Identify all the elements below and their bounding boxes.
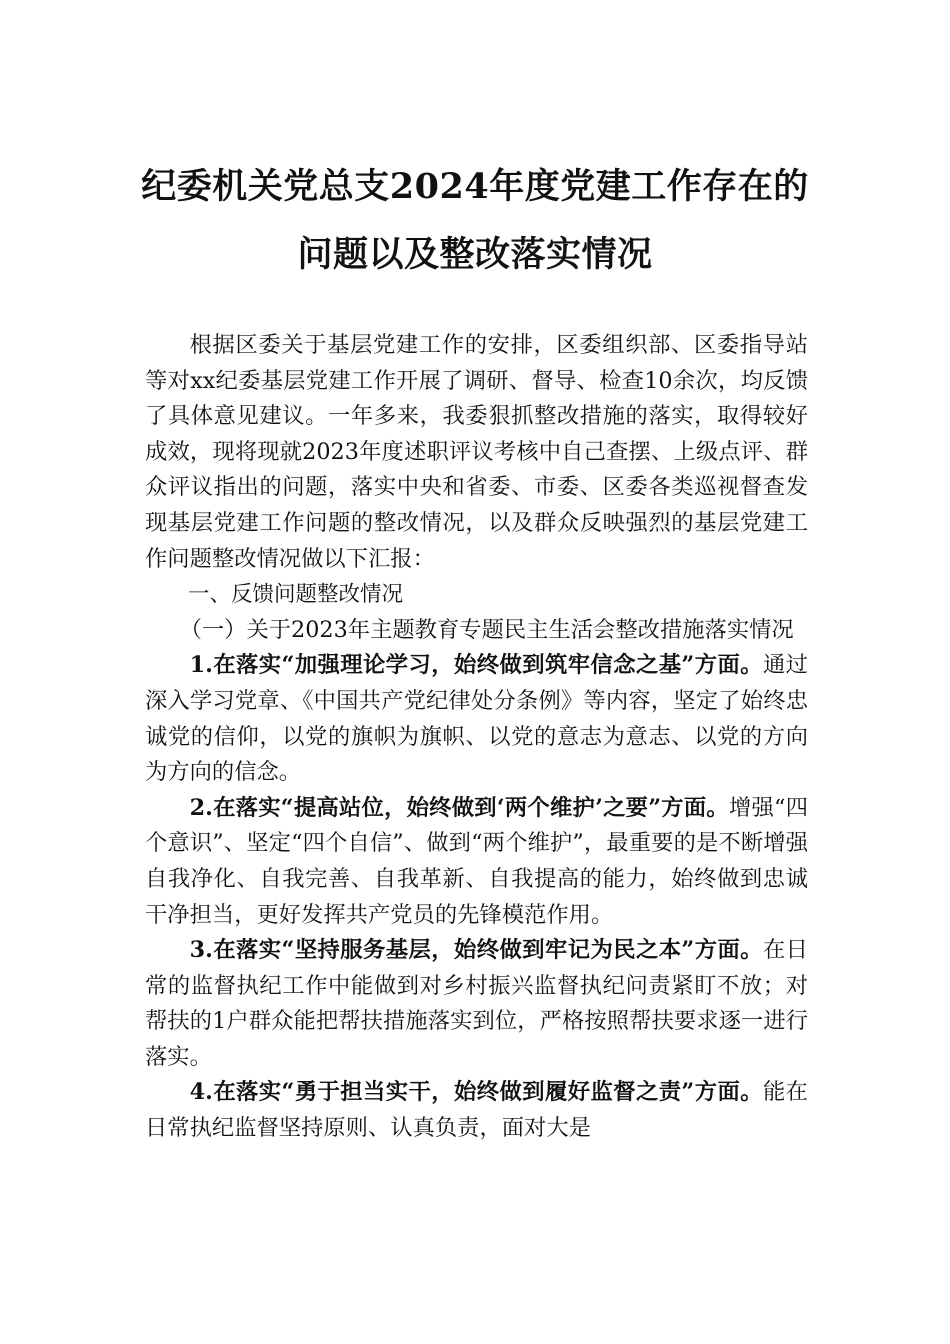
subsection-heading-text: （一）关于2023年主题教育专题民主生活会整改措施落实情况 — [179, 616, 794, 643]
document-title-line-1: 纪委机关党总支2024年度党建工作存在的 — [141, 166, 809, 207]
subsection-heading-1 — [145, 613, 808, 649]
item-heading-3: 3.在落实“坚持服务基层，始终做到牢记为民之本”方面。 — [189, 937, 763, 964]
item-text-2: 增强“四个意识”、坚定“四个自信”、做到“两个维护”，最重要的是不断增强自我净化、自我完善、自我革新、自我提高的能力，始终做到忠诚干净担当，更好发挥共产党员的先锋模范作用。 — [145, 794, 808, 928]
document-title-line-2: 问题以及整改落实情况 — [297, 234, 653, 275]
item-paragraph-1 — [145, 648, 808, 790]
item-text-4: 能在日常执纪监督坚持原则、认真负责，面对大是 — [145, 1079, 808, 1142]
section-heading-1: 一、反馈问题整改情况 — [188, 582, 404, 608]
item-heading-2: 2.在落实“提高站位，始终做到‘两个维护’之要”方面。 — [189, 794, 729, 821]
item-heading-4: 4.在落实“勇于担当实干，始终做到履好监督之责”方面。 — [189, 1079, 763, 1106]
item-text-3: 在日常的监督执纪工作中能做到对乡村振兴监督执纪问责紧盯不放；对帮扶的1户群众能把帮扶措施落实到位，严格按照帮扶要求逐一进行落实。 — [145, 937, 808, 1070]
item-paragraph-4 — [145, 1075, 808, 1146]
item-paragraph-3 — [145, 933, 808, 1075]
document-body — [145, 328, 808, 1147]
item-text-1: 通过深入学习党章、《中国共产党纪律处分条例》等内容，坚定了始终忠诚党的信仰，以党的旗帜为旗帜、以党的意志为意志、以党的方向为方向的信念。 — [145, 652, 808, 786]
item-paragraph-2 — [145, 791, 808, 933]
intro-paragraph: 根据区委关于基层党建工作的安排，区委组织部、区委指导站等对xx纪委基层党建工作开展了调研、督导、检查10余次，均反馈了具体意见建议。一年多来，我委狠抓整改措施的落实，取得较好成效，现将现就2023年度述职评议考核中自己查摆、上级点评、群众评议指出的问题，落实中央和省委、市委、区委各类巡视督查发现基层党建工作问题的整改情况，以及群众反映强烈的基层党建工作问题整改情况做以下汇报： — [145, 332, 808, 572]
item-heading-1: 1.在落实“加强理论学习，始终做到筑牢信念之基”方面。 — [189, 652, 763, 679]
